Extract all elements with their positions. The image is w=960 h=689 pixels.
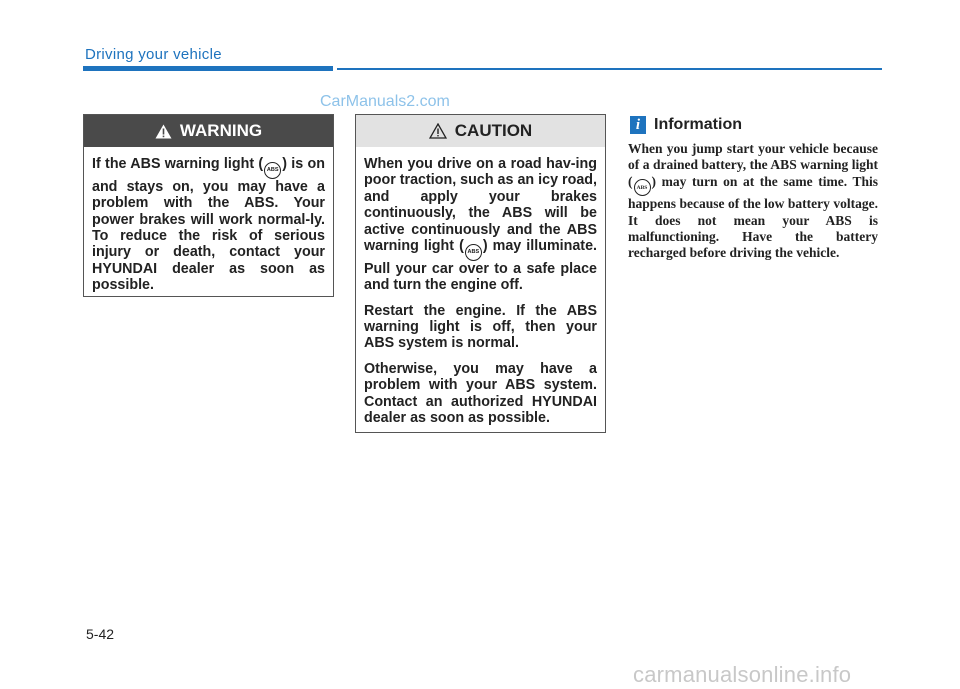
warning-text xyxy=(92,156,325,294)
header-rule-thin xyxy=(337,68,882,70)
caution-paragraph-2: Restart the engine. If the ABS warning light is off, then your ABS system is normal. xyxy=(364,302,597,352)
warning-text-b: ) is on and stays on, you may have a problem with the ABS. Your power brakes will work normal-ly. To reduce the risk of serious injury or death, contact your HYUNDAI dealer as soon as possible. xyxy=(92,156,325,294)
caution-box xyxy=(355,114,606,433)
warning-header xyxy=(84,115,333,147)
footer-site-link[interactable]: carmanualsonline.info xyxy=(633,662,852,687)
information-icon: i xyxy=(630,116,646,134)
caution-p1-b: ) may illuminate. Pull your car over to a safe place and turn the engine off. xyxy=(364,238,597,294)
information-text-a: When you jump start your vehicle because of a drained battery, the ABS warning light ( xyxy=(628,141,878,189)
header-rule-thick xyxy=(83,66,333,71)
warning-text-a: If the ABS warning light ( xyxy=(92,156,264,172)
abs-warning-icon: ABS xyxy=(634,179,651,196)
abs-warning-icon: ABS xyxy=(465,244,482,261)
caution-paragraph-3: Otherwise, you may have a problem with your ABS system. Contact an authorized HYUNDAI dealer as soon as possible. xyxy=(364,360,597,426)
section-title: Driving your vehicle xyxy=(85,46,222,63)
abs-warning-icon: ABS xyxy=(264,162,281,179)
caution-label: CAUTION xyxy=(454,121,533,140)
information-heading xyxy=(630,116,742,134)
warning-triangle-icon xyxy=(155,124,172,139)
warning-body xyxy=(84,147,333,304)
information-title: Information xyxy=(654,116,742,133)
warning-label: WARNING xyxy=(179,121,263,140)
caution-header xyxy=(356,115,605,147)
caution-body xyxy=(356,147,605,436)
caution-p1-a: When you drive on a road hav-ing poor traction, such as an icy road, and apply your brakes continuously, the ABS will be active continuously and the ABS warning light ( xyxy=(364,156,597,255)
page-number: 5-42 xyxy=(86,626,115,642)
information-text xyxy=(628,141,878,261)
information-text-b: ) may turn on at the same time. This happens because of the low battery voltage. It does not mean your ABS is malfunctioning. Have the battery recharged before driving the vehicle. xyxy=(628,173,878,261)
caution-paragraph-1 xyxy=(364,156,597,294)
watermark: CarManuals2.com xyxy=(320,93,450,110)
warning-box xyxy=(83,114,334,297)
caution-triangle-icon xyxy=(429,123,447,139)
